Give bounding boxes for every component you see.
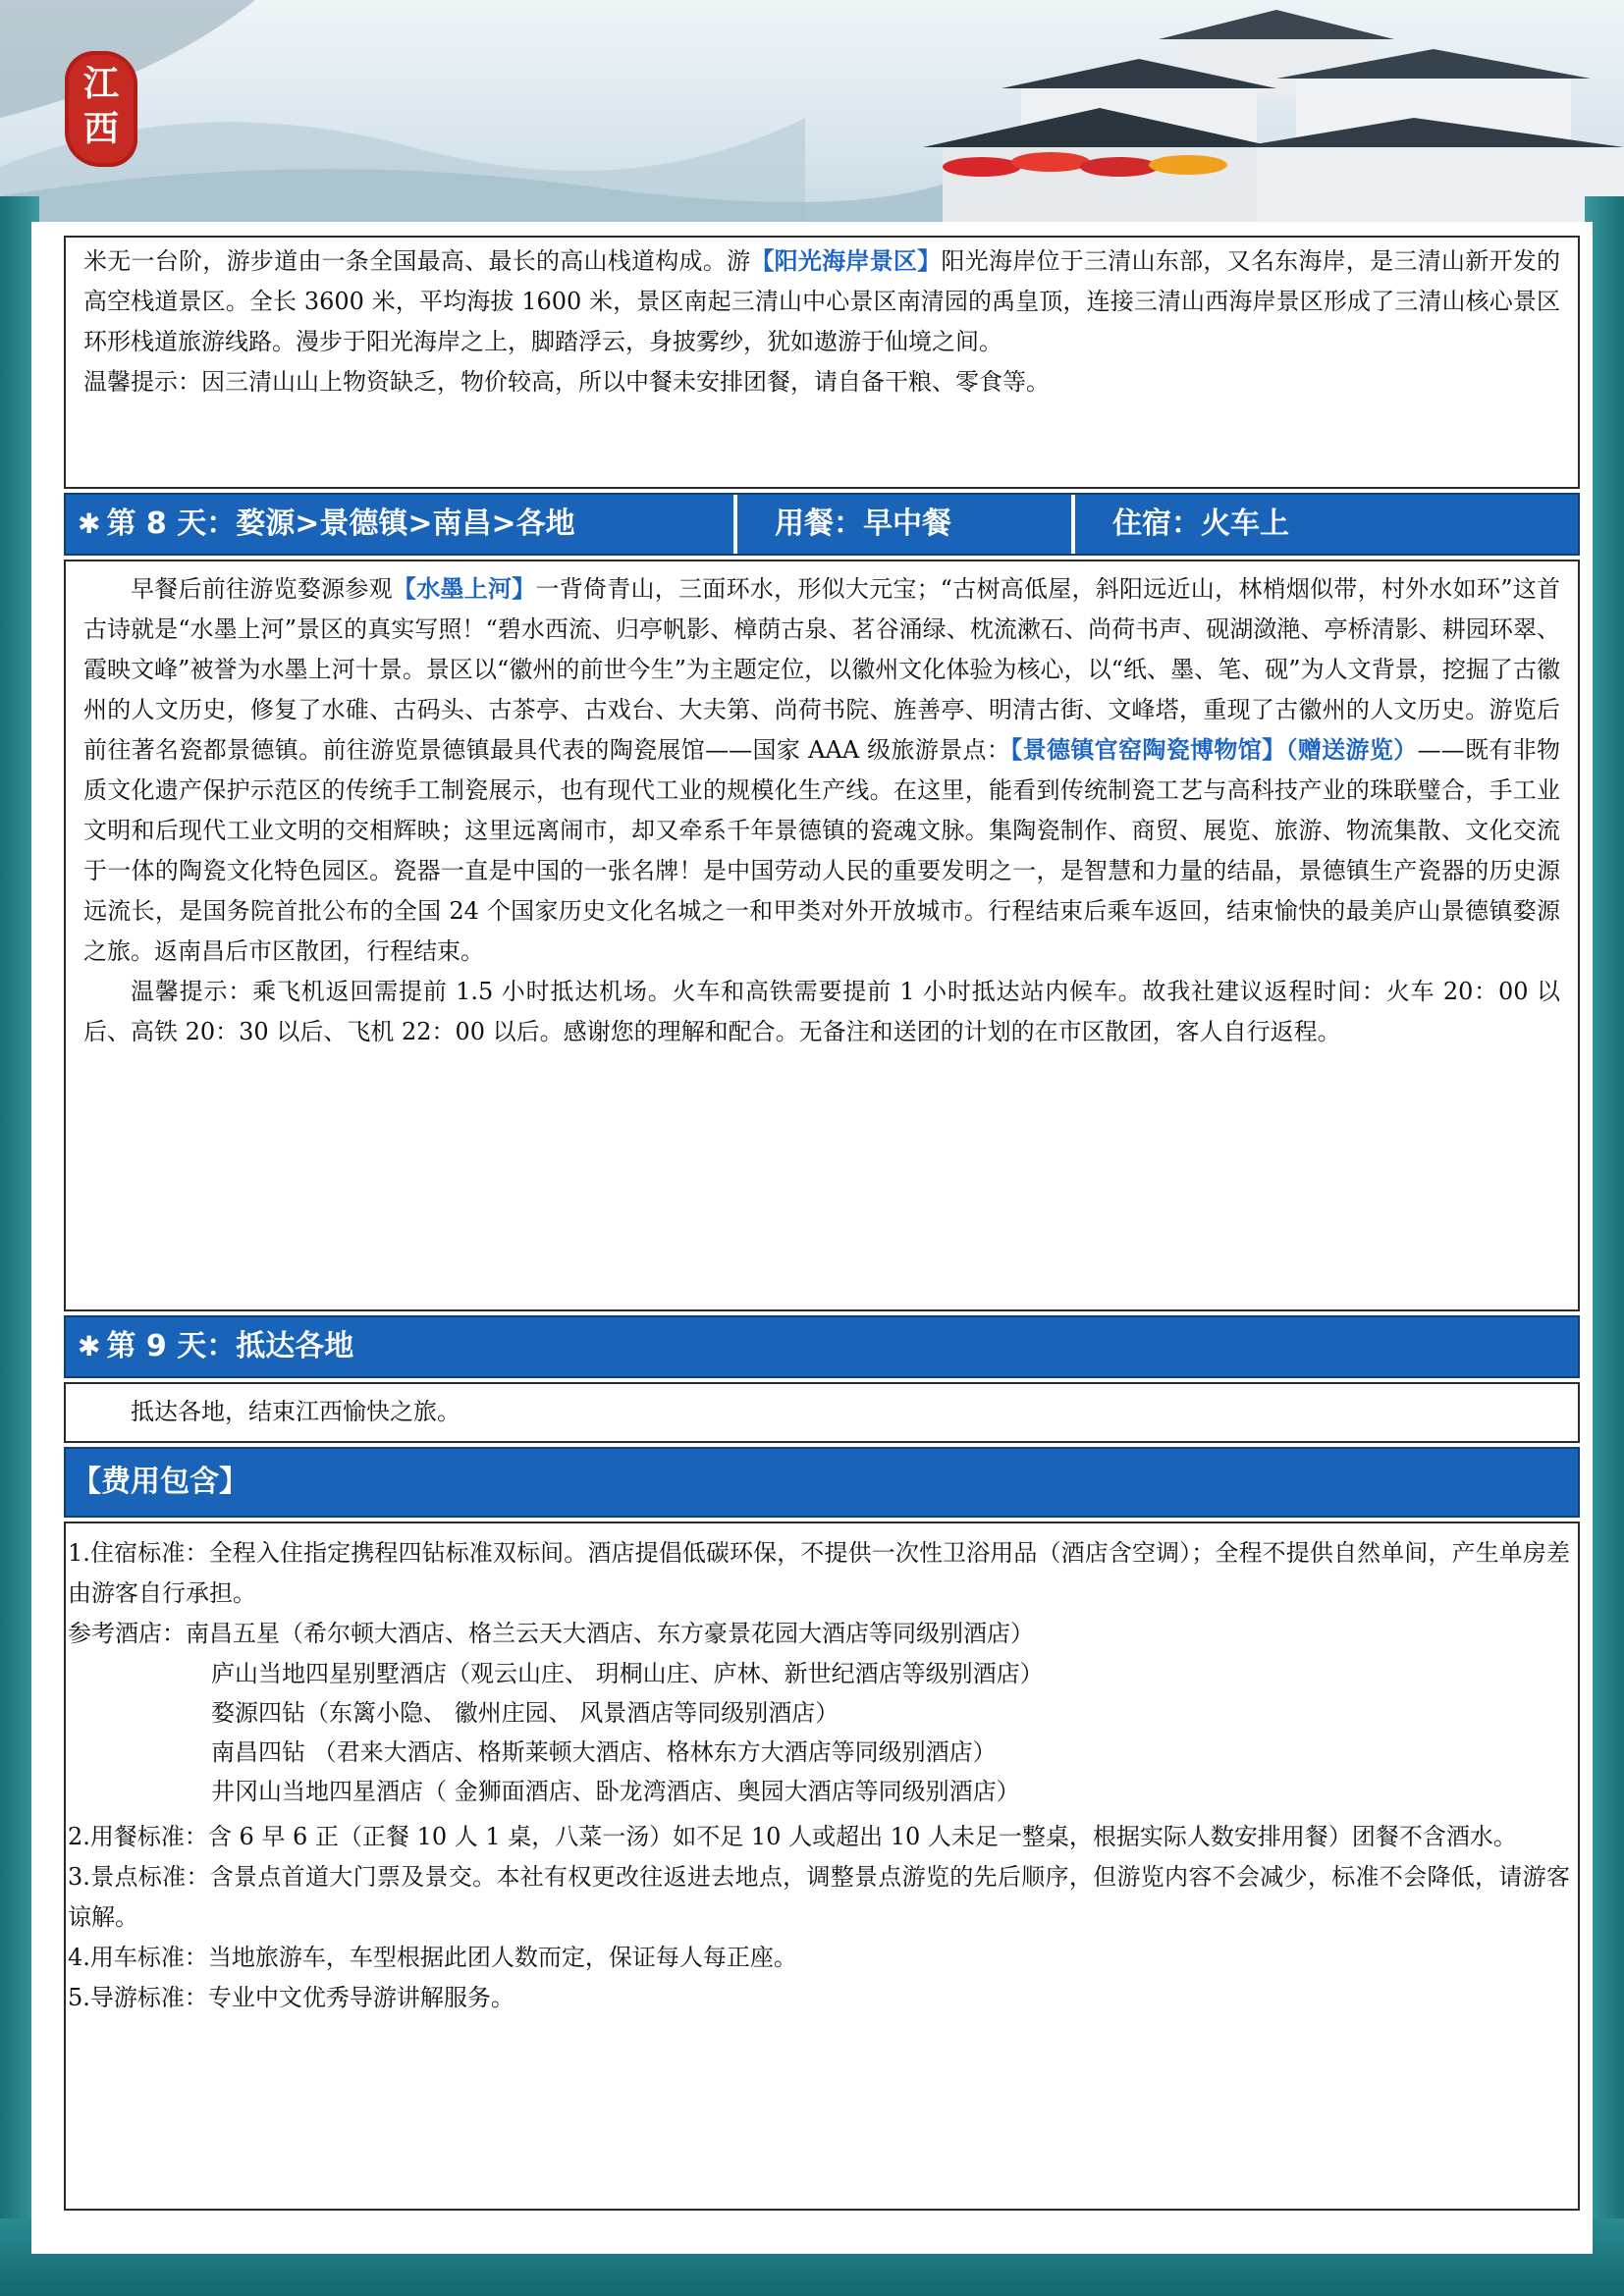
- fee-hotel-jinggangshan: 井冈山当地四星酒店（ 金狮面酒店、卧龙湾酒店、奥园大酒店等同级别酒店）: [211, 1778, 1020, 1805]
- day8-meal: 用餐：早中餐: [733, 495, 1071, 554]
- shuimo-shanghe-highlight: 【水墨上河】: [392, 575, 536, 603]
- day8-content-box: [64, 560, 1580, 1311]
- jiangxi-seal-logo: 江 西: [65, 51, 137, 167]
- jingdezhen-museum-highlight: 【景德镇官窑陶瓷博物馆】（赠送游览）: [1010, 736, 1418, 764]
- fee-transport: 4.用车标准：当地旅游车，车型根据此团人数而定，保证每人每正座。: [68, 1944, 797, 1971]
- day8-title: ✱ 第 8 天：婺源>景德镇>南昌>各地: [78, 507, 575, 541]
- day7-continuation-box: [64, 236, 1580, 489]
- fees-title: 【费用包含】: [72, 1465, 248, 1499]
- fee-reference-hotels: 参考酒店：南昌五星（希尔顿大酒店、格兰云天大酒店、东方豪景花园大酒店等同级别酒店）: [68, 1620, 1034, 1647]
- fee-accommodation: 1.住宿标准：全程入住指定携程四钻标准双标间。酒店提倡低碳环保，不提供一次性卫浴用品（酒店含空调）；全程不提供自然单间，产生单房差由游客自行承担。: [68, 1539, 1570, 1607]
- day9-header-bar: [64, 1315, 1580, 1378]
- day8-tip: 温馨提示：乘飞机返回需提前 1.5 小时抵达机场。火车和高铁需要提前 1 小时抵达站内候车。故我社建议返程时间：火车 20：00 以后、高铁 20：30 以后、飞机 22：00 以后。感谢您的理解和配合。无备注和送团的计划的在市区散团，客人自行返程。: [83, 978, 1560, 1045]
- fee-meals: 2.用餐标准：含 6 早 6 正（正餐 10 人 1 桌，八菜一汤）如不足 10 人或超出 10 人未足一整桌，根据实际人数安排用餐）团餐不含酒水。: [68, 1823, 1517, 1850]
- day9-title: ✱ 第 9 天：抵达各地: [78, 1329, 354, 1363]
- fee-hotel-wuyuan: 婺源四钻（东篱小隐、 徽州庄园、 风景酒店等同级别酒店）: [211, 1699, 839, 1727]
- day7-tip: 温馨提示：因三清山山上物资缺乏，物价较高，所以中餐未安排团餐，请自备干粮、零食等。: [83, 368, 1050, 396]
- day8-paragraph: 早餐后前往游览婺源参观【水墨上河】一背倚青山，三面环水，形似大元宝；“古树高低屋，斜阳远近山，林梢烟似带，村外水如环”这首古诗就是“水墨上河”景区的真实写照！“碧水西流、归亭帆影、樟荫古泉、茗谷涌绿、枕流漱石、尚荷书声、砚湖潋滟、亭桥清影、耕园环翠、霞映文峰”被誉为水墨上河十景。景区以“徽州的前世今生”为主题定位，以徽州文化体验为核心，以“纸、墨、笔、砚”为人文背景，挖掘了古徽州的人文历史，修复了水碓、古码头、古茶亭、古戏台、大夫第、尚荷书院、旌善亭、明清古街、文峰塔，重现了古徽州的人文历史。游览后前往著名瓷都景德镇。前往游览景德镇最具代表的陶瓷展馆——国家 AAA 级旅游景点：【景德镇官窑陶瓷博物馆】（赠送游览）——既有非物质文化遗产保护示范区的传统手工制瓷展示，也有现代工业的规模化生产线。在这里，能看到传统制瓷工艺与高科技产业的珠联璧合，手工业文明和后现代工业文明的交相辉映；这里远离闹市，却又牵系千年景德镇的瓷魂文脉。集陶瓷制作、商贸、展览、旅游、物流集散、文化交流于一体的陶瓷文化特色园区。瓷器一直是中国的一张名牌！是中国劳动人民的重要发明之一，是智慧和力量的结晶，景德镇生产瓷器的历史源远流长，是国务院首批公布的全国 24 个国家历史文化名城之一和甲类对外开放城市。行程结束后乘车返回，结束愉快的最美庐山景德镇婺源之旅。返南昌后市区散团，行程结束。: [83, 575, 1561, 965]
- day7-paragraph: 米无一台阶，游步道由一条全国最高、最长的高山栈道构成。游【阳光海岸景区】阳光海岸位于三清山东部，又名东海岸，是三清山新开发的高空栈道景区。全长 3600 米，平均海拔 1600 米，景区南起三清山中心景区南清园的禹皇顶，连接三清山西海岸景区形成了三清山核心景区环形栈道旅游线路。漫步于阳光海岸之上，脚踏浮云，身披雾纱，犹如遨游于仙境之间。: [83, 247, 1561, 355]
- fees-content-box: [64, 1522, 1580, 2211]
- itinerary-content: [64, 236, 1584, 2199]
- fee-hotel-lushan: 庐山当地四星别墅酒店（观云山庄、 玥桐山庄、庐林、新世纪酒店等级别酒店）: [211, 1660, 1044, 1687]
- fee-guide: 5.导游标准：专业中文优秀导游讲解服务。: [68, 1984, 514, 2011]
- sunshine-coast-highlight: 【阳光海岸景区】: [750, 247, 942, 275]
- fee-hotel-nanchang: 南昌四钻 （君来大酒店、格斯莱顿大酒店、格林东方大酒店等同级别酒店）: [211, 1738, 997, 1766]
- village-rooftops-illustration: [0, 0, 1624, 236]
- star-icon: ✱: [78, 1330, 101, 1362]
- star-icon: ✱: [78, 507, 101, 540]
- day8-stay: 住宿：火车上: [1071, 495, 1580, 554]
- day8-header-bar: [64, 493, 1580, 556]
- day9-content-box: [64, 1382, 1580, 1443]
- fee-attractions: 3.景点标准：含景点首道大门票及景交。本社有权更改往返进去地点，调整景点游览的先后顺序，但游览内容不会减少，标准不会降低，请游客谅解。: [68, 1863, 1570, 1931]
- fees-header-bar: [64, 1447, 1580, 1518]
- day9-text: 抵达各地，结束江西愉快之旅。: [131, 1398, 460, 1425]
